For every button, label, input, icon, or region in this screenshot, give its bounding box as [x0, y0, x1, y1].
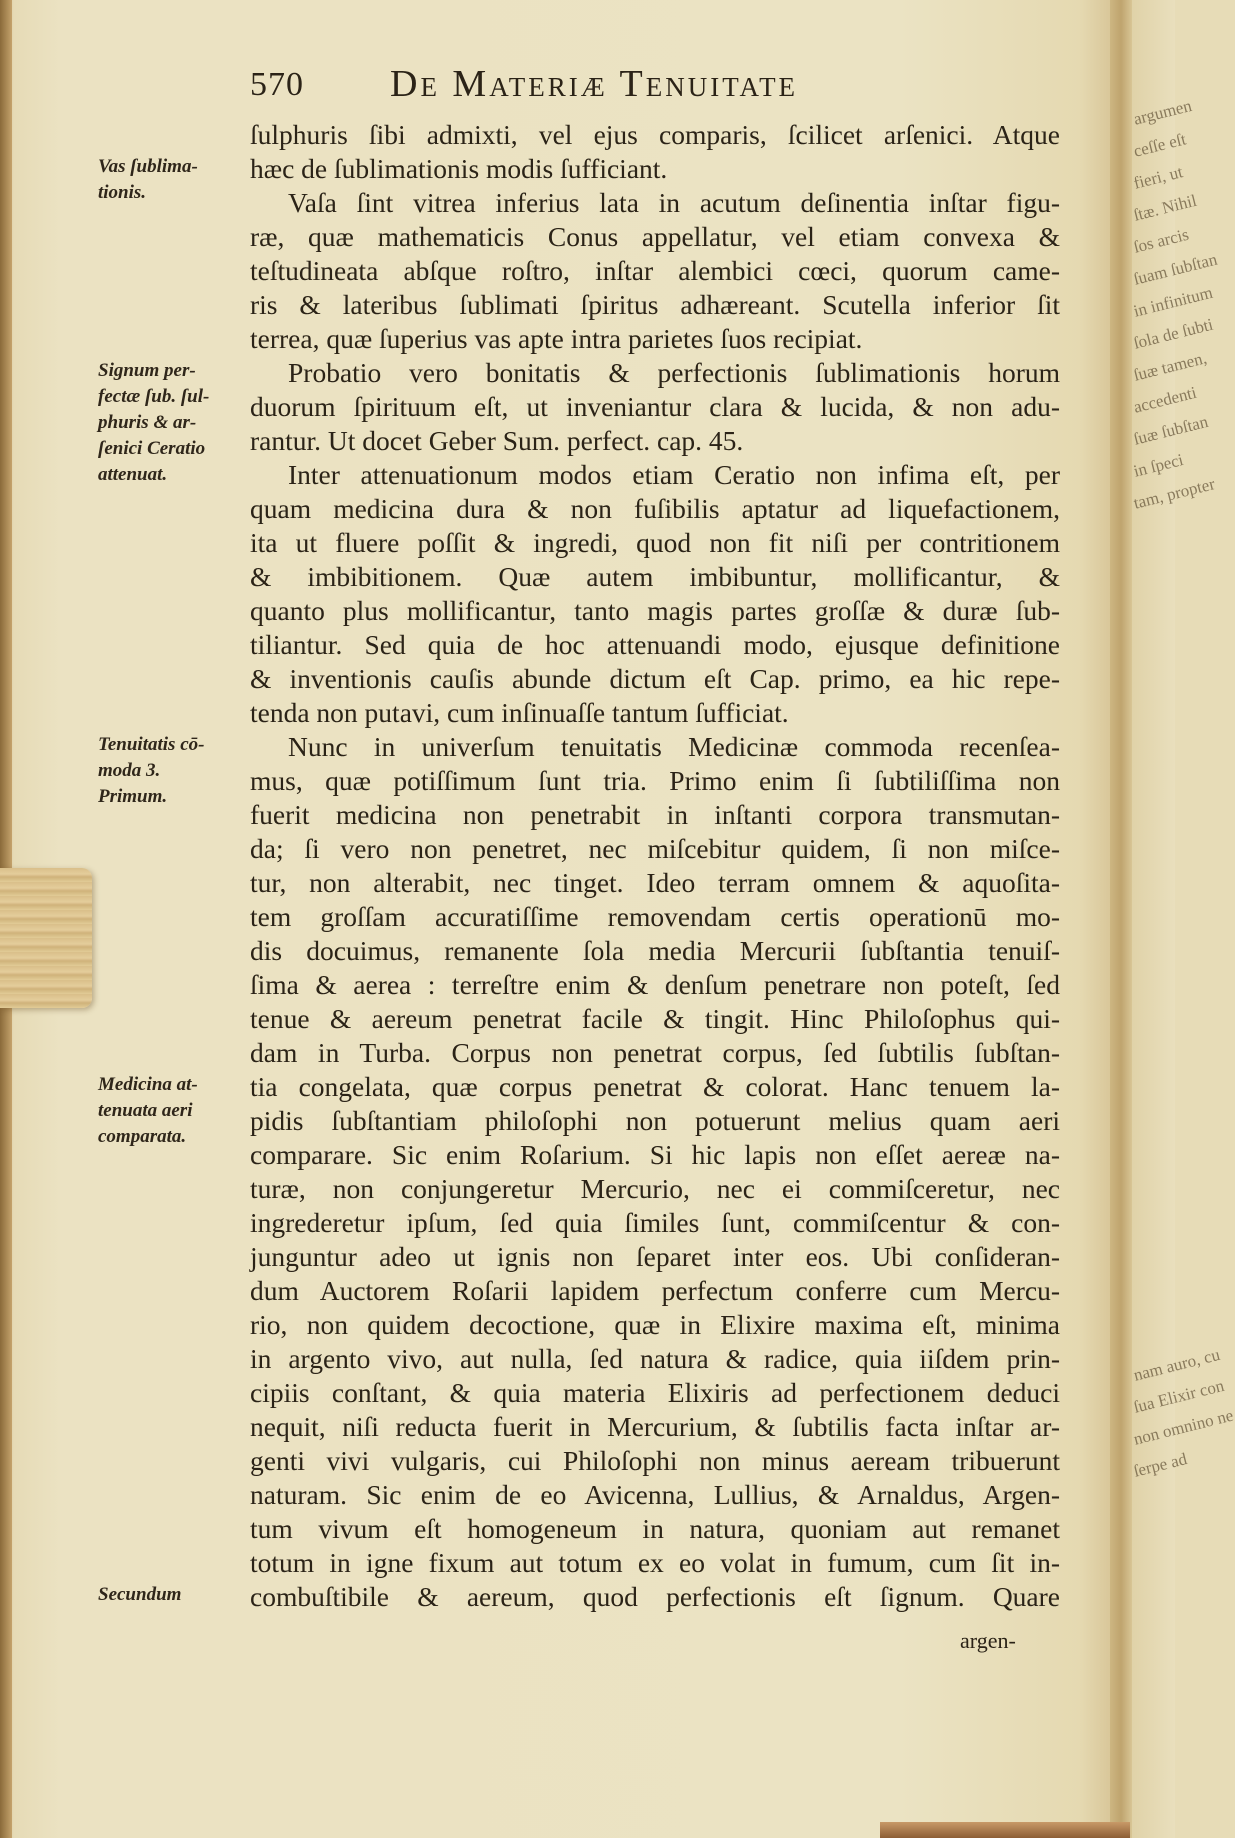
facing-page-text: ſuam ſubſtan [1131, 249, 1220, 289]
text-line: dam in Turba. Corpus non penetrat corpus, ſed ſubtilis ſubſtan- [250, 1037, 1060, 1068]
facing-page-text: ſuæ tamen, [1131, 348, 1209, 385]
facing-page-text: fieri, ut [1131, 162, 1185, 193]
facing-page-text: ſos arcis [1131, 224, 1191, 257]
text-line: rio, non quidem decoctione, quæ in Elixire maxima eſt, minima [250, 1309, 1060, 1340]
text-line: turæ, non conjungeretur Mercurio, nec ei commiſceretur, nec [250, 1173, 1060, 1204]
text-line: hæc de ſublimationis modis ſufficiant. [250, 153, 668, 184]
text-line: Vaſa ſint vitrea inferius lata in acutum deſinentia inſtar figu- [288, 187, 1060, 218]
facing-page-text: nam auro, cu [1131, 1344, 1222, 1385]
text-line: tia congelata, quæ corpus penetrat & colorat. Hanc tenuem la- [250, 1071, 1060, 1102]
margin-note-line: Primum. [98, 786, 168, 807]
margin-note-line: tionis. [98, 182, 147, 203]
margin-note-line: Secundum [98, 1584, 182, 1605]
text-line: nequit, niſi reducta fuerit in Mercurium, & ſubtilis facta inſtar ar- [250, 1411, 1060, 1442]
text-line: in argento vivo, aut nulla, ſed natura & radice, quia iiſdem prin- [250, 1343, 1060, 1374]
text-line: teſtudineata abſque roſtro, inſtar alembici cœci, quorum came- [250, 255, 1060, 286]
margin-note-line: fectæ ſub. ſul- [98, 386, 210, 407]
text-line: pidis ſubſtantiam philoſophi non potuerunt melius quam aeri [250, 1105, 1060, 1136]
text-line: dum Auctorem Roſarii lapidem perfectum conferre cum Mercu- [250, 1275, 1060, 1306]
facing-page-text: in infinitum [1131, 282, 1215, 321]
text-line: da; ſi vero non penetret, nec miſcebitur quidem, ſi non miſce- [250, 833, 1060, 864]
margin-note [98, 1072, 248, 1150]
text-line: Nunc in univerſum tenuitatis Medicinæ commoda recenſea- [288, 731, 1060, 762]
text-line: totum in igne fixum aut totum ex eo volat in fumum, cum ſit in- [250, 1547, 1060, 1578]
text-line: ris & lateribus ſublimati ſpiritus adhæreant. Scutella inferior ſit [250, 289, 1060, 320]
text-line: dis docuimus, remanente ſola media Mercurii ſubſtantia tenuiſ- [250, 935, 1060, 966]
text-line: tem groſſam accuratiſſime removendam certis operationū mo- [250, 901, 1060, 932]
text-line: terrea, quæ ſuperius vas apte intra parietes ſuos recipiat. [250, 323, 863, 354]
text-line: rantur. Ut docet Geber Sum. perfect. cap. 45. [250, 425, 744, 456]
facing-page-text: ſua Elixir con [1131, 1375, 1226, 1417]
text-line: ſima & aerea : terreſtre enim & denſum penetrare non poteſt, ſed [250, 969, 1060, 1000]
catchword: argen- [960, 1628, 1016, 1653]
margin-note-line: phuris & ar- [98, 412, 197, 433]
text-line: junguntur adeo ut ignis non ſeparet inter eos. Ubi conſideran- [250, 1241, 1060, 1272]
facing-page-text: ſuæ ſubſtan [1131, 411, 1210, 449]
facing-page-text: ceſſe eſt [1131, 129, 1188, 161]
text-line: tur, non alterabit, nec tinget. Ideo terram omnem & aquoſita- [250, 867, 1060, 898]
text-line: Probatio vero bonitatis & perfectionis ſublimationis horum [288, 357, 1060, 388]
book-cover-edge [880, 1822, 1130, 1838]
facing-page-text: in ſpeci [1131, 450, 1186, 481]
facing-page-text: ſola de ſubti [1131, 314, 1215, 353]
text-line: comparare. Sic enim Roſarium. Si hic lapis non eſſet aereæ na- [250, 1139, 1060, 1170]
text-line: ſulphuris ſibi admixti, vel ejus comparis, ſcilicet arſenici. Atque [250, 119, 1060, 150]
margin-note-line: Tenuitatis cō- [98, 734, 205, 755]
margin-note-line: Vas ſublima- [98, 156, 198, 177]
margin-note [98, 358, 248, 488]
facing-page-text: tam, propter [1131, 474, 1217, 513]
book-gutter [1110, 0, 1132, 1838]
page-number: 570 [250, 66, 304, 103]
text-line: tum vivum eſt homogeneum in natura, quoniam aut remanet [250, 1513, 1060, 1544]
facing-page-text: accedenti [1131, 382, 1199, 417]
text-line: & inventionis cauſis abunde dictum eſt Cap. primo, ea hic repe- [250, 663, 1060, 694]
facing-page-text: non omnino ne [1131, 1405, 1235, 1449]
text-line: ita ut fluere poſſit & ingredi, quod non fit niſi per contritionem [250, 527, 1060, 558]
facing-page-text: ſerpe ad [1131, 1449, 1189, 1481]
text-line: cipiis conſtant, & quia materia Elixiris ad perfectionem deduci [250, 1377, 1060, 1408]
text-line: mus, quæ potiſſimum ſunt tria. Primo enim ſi ſubtiliſſima non [250, 765, 1060, 796]
running-title: De Materiæ Tenuitate [390, 63, 799, 105]
facing-page-text: ſtæ. Nihil [1131, 190, 1199, 225]
body-text [250, 118, 1060, 1614]
text-line: tiliantur. Sed quia de hoc attenuandi modo, ejusque definitione [250, 629, 1060, 660]
text-line: tenue & aereum penetrat facile & tingit. Hinc Philoſophus qui- [250, 1003, 1060, 1034]
margin-note-line: Signum per- [98, 360, 196, 381]
text-line: & imbibitionem. Quæ autem imbibuntur, mollificantur, & [250, 561, 1060, 592]
margin-note [98, 1582, 248, 1608]
text-line: Inter attenuationum modos etiam Ceratio non infima eſt, per [288, 459, 1060, 490]
margin-note-line: attenuat. [98, 464, 168, 485]
facing-page-text: argumen [1131, 95, 1194, 129]
text-line: duorum ſpirituum eſt, ut inveniantur clara & lucida, & non adu- [250, 391, 1060, 422]
text-line: ingrederetur ipſum, ſed quia ſimiles ſunt, commiſcentur & con- [250, 1207, 1060, 1238]
text-line: fuerit medicina non penetrabit in inſtanti corpora transmutan- [250, 799, 1060, 830]
text-line: naturam. Sic enim de eo Avicenna, Lullius, & Arnaldus, Argen- [250, 1479, 1060, 1510]
text-line: quam medicina dura & non fuſibilis aptatur ad liquefactionem, [250, 493, 1060, 524]
margin-note-line: comparata. [98, 1126, 187, 1147]
margin-note-line: tenuata aeri [98, 1100, 193, 1121]
margin-note [98, 732, 248, 810]
text-line: genti vivi vulgaris, cui Philoſophi non minus aeream tribuerunt [250, 1445, 1060, 1476]
facing-page-strip [1131, 0, 1235, 1838]
margin-note-line: moda 3. [98, 760, 161, 781]
margin-note-line: Medicina at- [98, 1074, 198, 1095]
margin-note [98, 154, 248, 206]
paper-bookmark-slip [0, 868, 92, 1008]
text-line: ræ, quæ mathematicis Conus appellatur, vel etiam convexa & [250, 221, 1060, 252]
page-header [250, 62, 1070, 114]
text-line: combuſtibile & aereum, quod perfectionis eſt ſignum. Quare [250, 1581, 1060, 1612]
margin-note-line: ſenici Ceratio [98, 438, 206, 459]
text-line: tenda non putavi, cum inſinuaſſe tantum ſufficiat. [250, 697, 789, 728]
text-line: quanto plus mollificantur, tanto magis partes groſſæ & duræ ſub- [250, 595, 1060, 626]
